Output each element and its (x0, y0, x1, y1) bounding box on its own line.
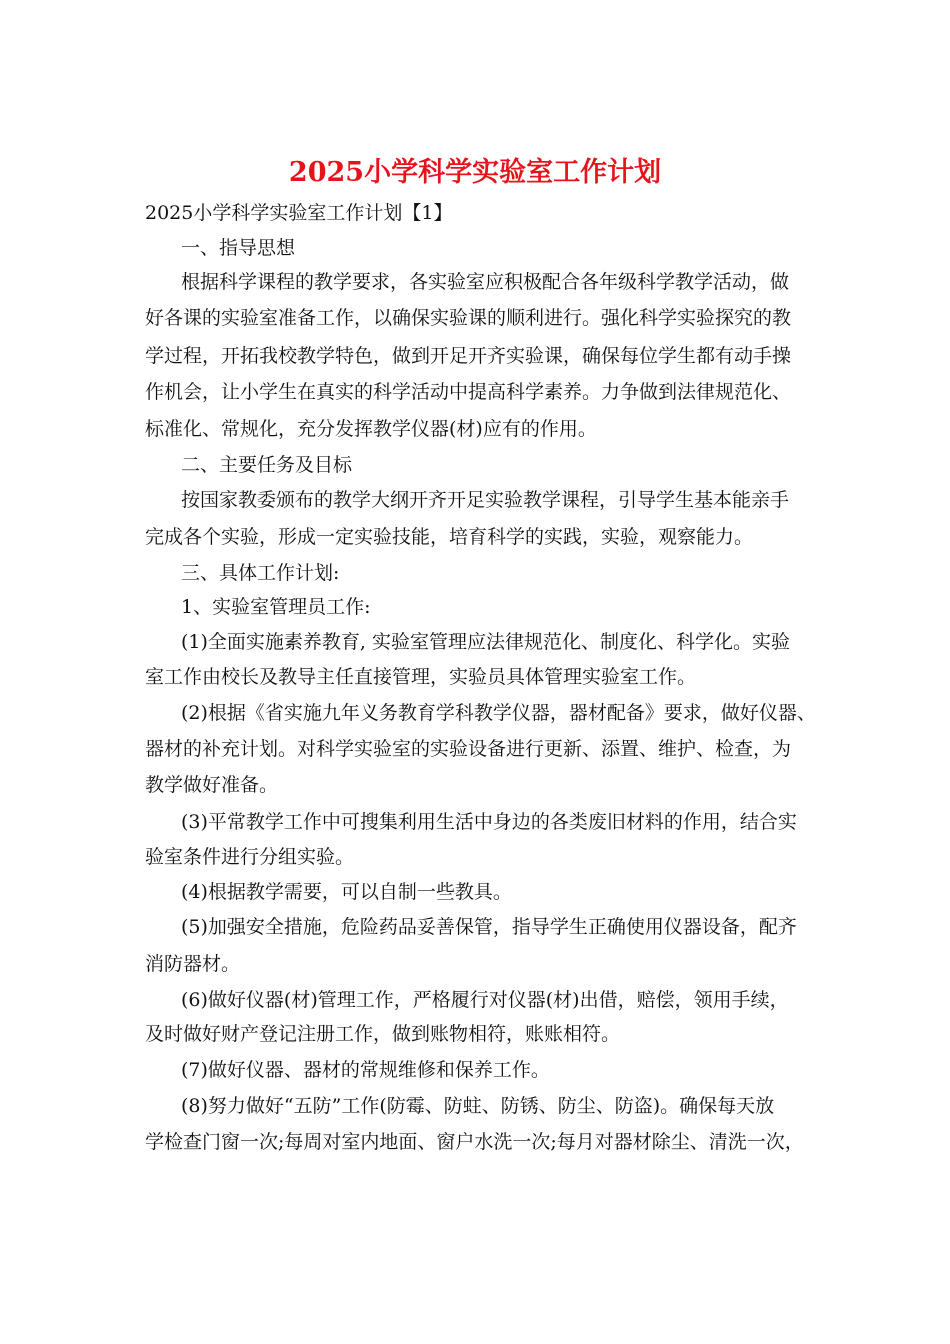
paragraph-line: 完成各个实验，形成一定实验技能，培育科学的实践，实验，观察能力。 (145, 526, 754, 548)
paragraph-line: 标准化、常规化，充分发挥教学仪器(材)应有的作用。 (145, 418, 597, 440)
paragraph-line: 消防器材。 (145, 953, 241, 975)
paragraph-line: 好各课的实验室准备工作，以确保实验课的顺利进行。强化科学实验探究的教 (145, 307, 792, 329)
paragraph-line: 验室条件进行分组实验。 (145, 846, 355, 868)
heading-main-tasks: 二、主要任务及目标 (181, 454, 353, 476)
paragraph-line: 教学做好准备。 (145, 774, 279, 796)
paragraph-line: 学检查门窗一次;每周对室内地面、窗户水洗一次;每月对器材除尘、清洗一次， (145, 1131, 804, 1153)
paragraph-line: 按国家教委颁布的教学大纲开齐开足实验教学课程，引导学生基本能亲手 (181, 489, 790, 511)
list-item-line: (3)平常教学工作中可搜集利用生活中身边的各类废旧材料的作用，结合实 (181, 811, 797, 833)
paragraph-line: 及时做好财产登记注册工作，做到账物相符，账账相符。 (145, 1023, 621, 1045)
subheading-lab-admin: 1、实验室管理员工作: (181, 596, 371, 618)
paragraph-line: 器材的补充计划。对科学实验室的实验设备进行更新、添置、维护、检查，为 (145, 738, 792, 760)
section-subtitle: 2025小学科学实验室工作计划【1】 (145, 202, 453, 224)
heading-work-plan: 三、具体工作计划: (181, 562, 340, 584)
list-item-line: (4)根据教学需要，可以自制一些教具。 (181, 881, 512, 903)
paragraph-line: 学过程，开拓我校教学特色，做到开足开齐实验课，确保每位学生都有动手操 (145, 345, 792, 367)
paragraph-line: 根据科学课程的教学要求，各实验室应积极配合各年级科学教学活动，做 (181, 271, 790, 293)
paragraph-line: 室工作由校长及教导主任直接管理，实验员具体管理实验室工作。 (145, 666, 697, 688)
heading-guiding-thought: 一、指导思想 (181, 237, 296, 259)
list-item-line: (6)做好仪器(材)管理工作，严格履行对仪器(材)出借，赔偿，领用手续， (181, 989, 789, 1011)
list-item-line: (5)加强安全措施，危险药品妥善保管，指导学生正确使用仪器设备，配齐 (181, 916, 797, 938)
document-title: 2025小学科学实验室工作计划 (288, 157, 662, 188)
list-item-line: (2)根据《省实施九年义务教育学科教学仪器，器材配备》要求，做好仪器、 (181, 702, 816, 724)
paragraph-line: 作机会，让小学生在真实的科学活动中提高科学素养。力争做到法律规范化、 (145, 381, 792, 403)
list-item-line: (8)努力做好“五防”工作(防霉、防蛀、防锈、防尘、防盗)。确保每天放 (181, 1095, 775, 1117)
list-item-line: (7)做好仪器、器材的常规维修和保养工作。 (181, 1059, 550, 1081)
list-item-line: (1)全面实施素养教育, 实验室管理应法律规范化、制度化、科学化。实验 (181, 631, 790, 653)
